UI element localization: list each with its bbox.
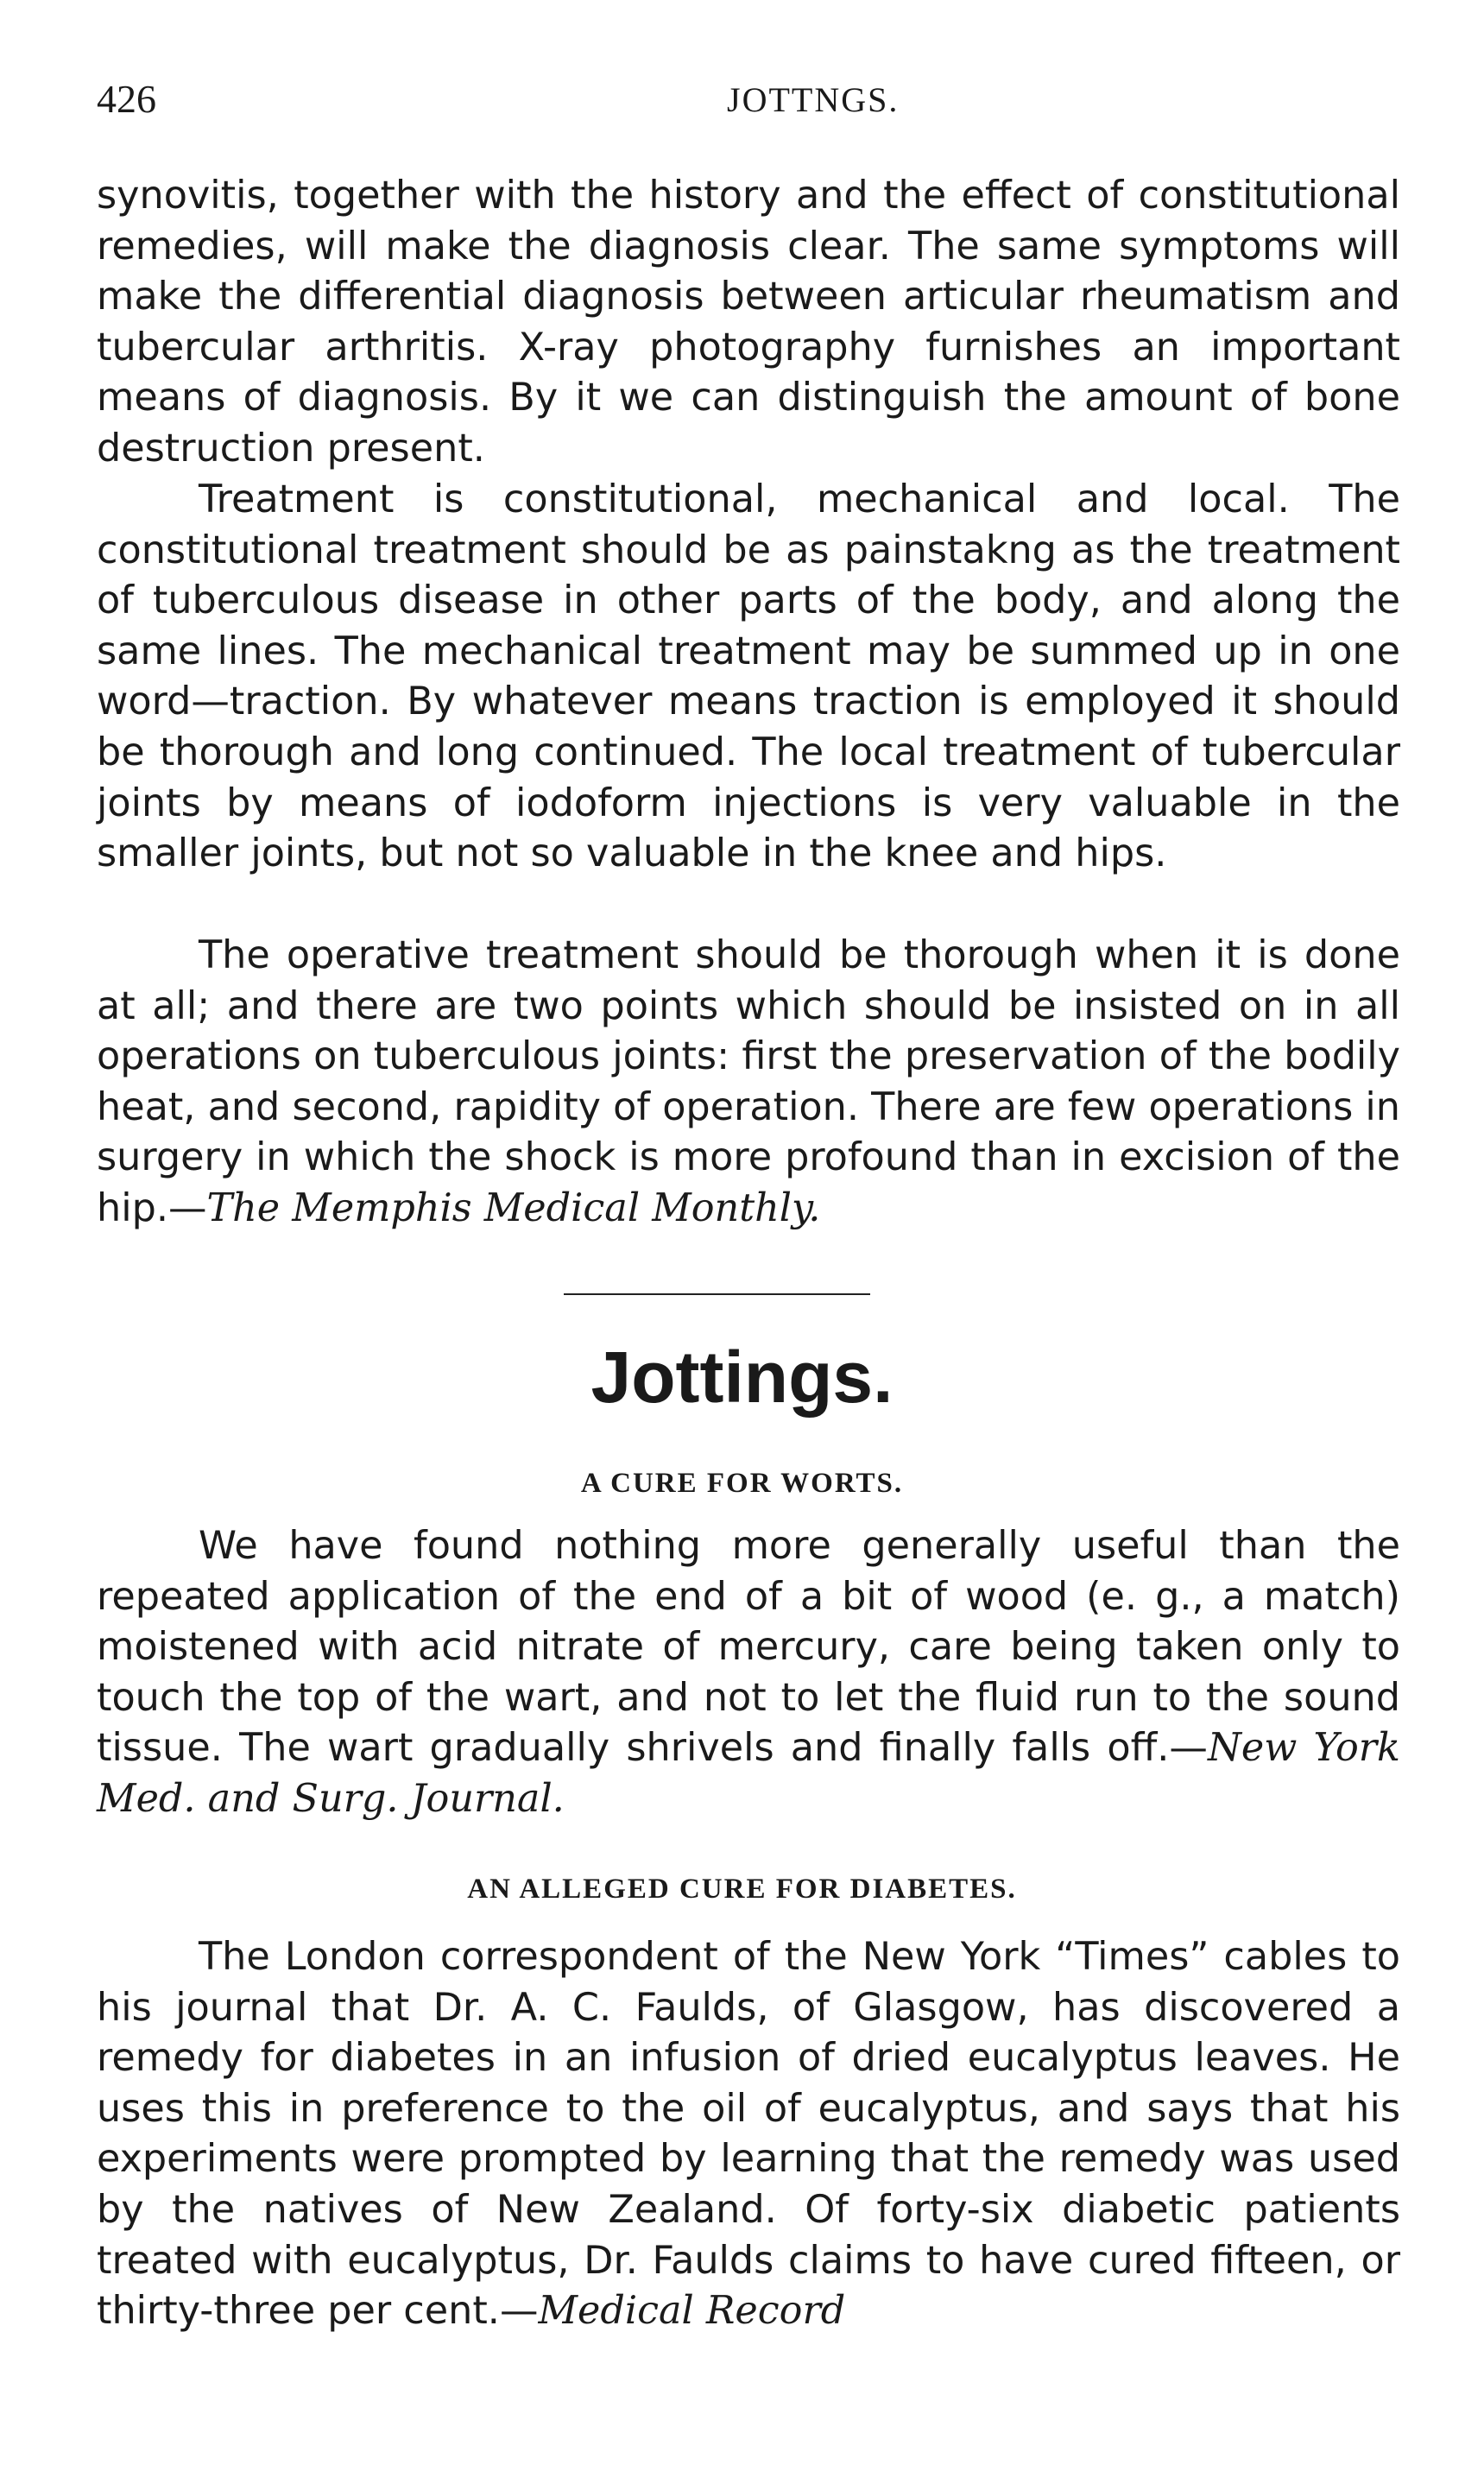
paragraph-text: We have found nothing more generally useful than the repeated application of the end of a bit of wood (e. g., a match) moistened with acid nitrate of mercury, care being taken only to touch the top of the wart, and not to let the fluid run to the sound tissue. The wart gradually shrivels and finally falls off.— [97,1524,1400,1771]
page-number: 426 [97,77,156,121]
continuation-paragraph-1 [97,171,1400,475]
continuation-paragraph-2 [97,475,1400,880]
article-body-diabetes [97,1932,1400,2337]
paragraph-text: Treatment is constitutional, mechanical and local. The constitutional treatment should be as painstakng as the treatment of tuberculous disease in other parts of the body, and along the same lines. The mechanical treatment may be summed up in one word—traction. By whatever means traction is employed it should be thorough and long continued. The local treatment of tubercular joints by means of iodoform injections is very valuable in the smaller joints, but not so valuable in the knee and hips. [97,477,1400,876]
source-citation: Medical Record [538,2289,846,2334]
article-body-warts [97,1521,1400,1825]
paragraph-text: The London correspondent of the New York “Times” cables to his journal that Dr. A. C. Faulds, of Glasgow, has discovered a remedy for diabetes in an infusion of dried eucalyptus leaves. He uses this in preference to the oil of eucalyptus, and says that his experiments were prompted by learning that the remedy was used by the natives of New Zealand. Of forty-six diabetic patients treated with eucalyptus, Dr. Faulds claims to have cured fifteen, or thirty-three per cent.— [97,1935,1400,2334]
section-divider [564,1293,870,1295]
article-heading-diabetes: AN ALLEGED CURE FOR DIABETES. [467,1874,1017,1905]
paragraph-text: The operative treatment should be thorough when it is done at all; and there are two points which should be insisted on in all operations on tuberculous joints: first the preservation of the bodily heat, and second, rapidity of operation. There are few operations in surgery in which the shock is more profound than in excision of the hip.— [97,933,1401,1230]
source-citation: The Memphis Medical Monthly. [206,1185,821,1230]
running-head [97,76,1400,128]
continuation-paragraph-3 [97,931,1400,1235]
paragraph-text: synovitis, together with the history and the effect of constitutional remedies, will make the diagnosis clear. The same symptoms will make the differential diagnosis between articular rheumatism and tubercular arthritis. X-ray photography furnishes an important means of diagnosis. By it we can distinguish the amount of bone destruction present. [97,174,1400,471]
section-title: Jottings. [590,1337,894,1418]
running-title: JOTTNGS. [727,80,900,119]
source-citation: New York Med. and Surg. Journal. [97,1726,1400,1821]
article-heading-warts: A CURE FOR WORTS. [580,1468,904,1499]
